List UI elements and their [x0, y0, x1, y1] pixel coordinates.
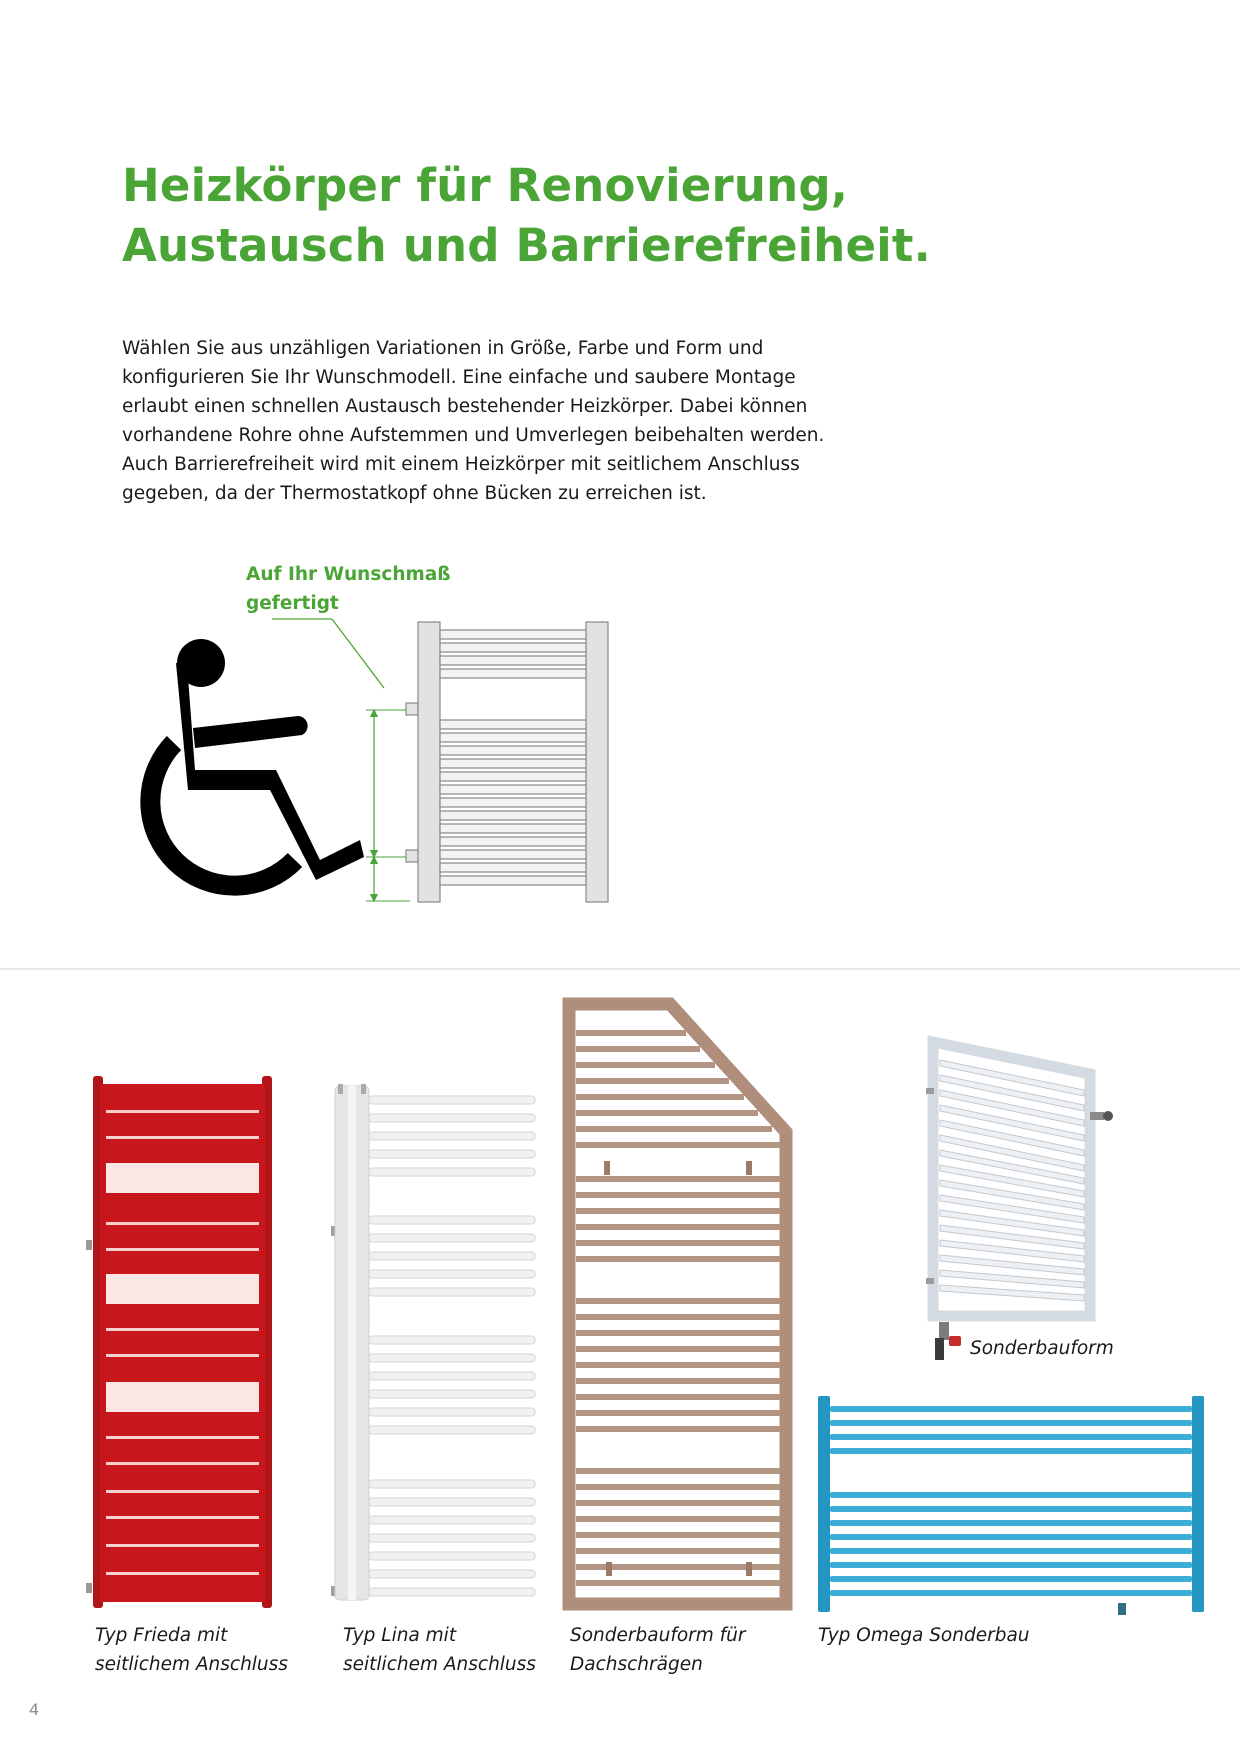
page-title-line-1: Heizkörper für Renovierung,	[122, 159, 849, 212]
caption-dachschraege	[570, 1621, 746, 1679]
caption-dachschraege-line-2: Dachschrägen	[570, 1654, 703, 1675]
radiator-lina-image	[331, 1084, 535, 1600]
radiator-omega-image	[818, 1396, 1204, 1615]
section-divider	[0, 968, 1240, 970]
caption-dachschraege-line-1: Sonderbauform für	[570, 1625, 746, 1646]
intro-line: konfigurieren Sie Ihr Wunschmodell. Eine einfache und saubere Montage	[122, 367, 796, 388]
dimension-lines	[366, 710, 410, 901]
caption-frieda	[95, 1621, 288, 1679]
caption-lina-line-1: Typ Lina mit	[343, 1625, 457, 1646]
wheelchair-icon	[150, 639, 364, 886]
callout-line-1: Auf Ihr Wunschmaß	[246, 564, 451, 585]
caption-sonderbauform-text: Sonderbauform	[970, 1338, 1114, 1359]
intro-line: erlaubt einen schnellen Austausch bestehender Heizkörper. Dabei können	[122, 396, 808, 417]
page-number: 4	[29, 1700, 40, 1719]
caption-frieda-line-2: seitlichem Anschluss	[95, 1654, 288, 1675]
caption-lina-line-2: seitlichem Anschluss	[343, 1654, 536, 1675]
caption-frieda-line-1: Typ Frieda mit	[95, 1625, 228, 1646]
page-title-line-2: Austausch und Barrierefreiheit.	[122, 219, 931, 272]
intro-line: Auch Barrierefreiheit wird mit einem Heizkörper mit seitlichem Anschluss	[122, 454, 800, 475]
intro-line: Wählen Sie aus unzähligen Variationen in Größe, Farbe und Form und	[122, 338, 764, 359]
caption-lina	[343, 1621, 536, 1679]
intro-line: gegeben, da der Thermostatkopf ohne Bücken zu erreichen ist.	[122, 483, 707, 504]
callout-leader	[272, 619, 384, 688]
caption-omega	[818, 1621, 1030, 1650]
radiator-schematic	[406, 622, 608, 902]
radiator-dachschraege-image	[569, 1004, 786, 1604]
caption-sonderbauform	[970, 1334, 1114, 1363]
radiator-sonderbauform-image	[926, 1042, 1113, 1360]
caption-omega-text: Typ Omega Sonderbau	[818, 1625, 1030, 1646]
callout-line-2: gefertigt	[246, 593, 339, 614]
radiator-frieda-image	[86, 1076, 272, 1608]
intro-line: vorhandene Rohre ohne Aufstemmen und Umverlegen beibehalten werden.	[122, 425, 825, 446]
